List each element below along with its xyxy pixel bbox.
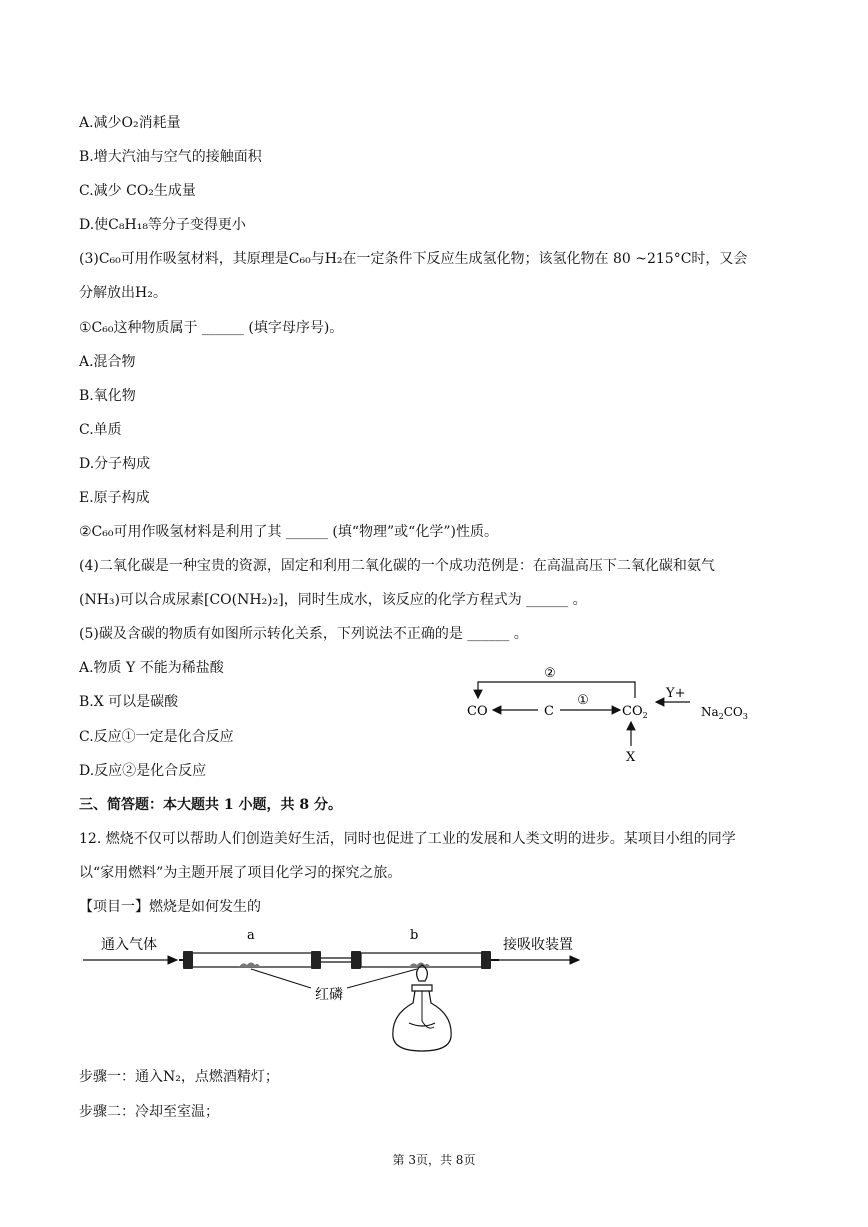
q5-stem: (5)碳及含碳的物质有如图所示转化关系，下列说法不正确的是 ______ 。 xyxy=(79,626,528,642)
q12-line2: 以“家用燃料”为主题开展了项目化学习的探究之旅。 xyxy=(79,865,402,881)
step-1: 步骤一：通入N₂，点燃酒精灯； xyxy=(79,1069,279,1085)
label-co: CO xyxy=(467,704,488,719)
q4-line1: (4)二氧化碳是一种宝贵的资源，固定和利用二氧化碳的一个成功范例是：在高温高压下二氧化碳和氨气 xyxy=(79,558,715,574)
q2-option-d: D.使C₈H₁₈等分子变得更小 xyxy=(79,217,246,233)
q3-stem-line1: (3)C₆₀可用作吸氢材料，其原理是C₆₀与H₂在一定条件下反应生成氢化物；该氢化物在 80 ~215°C时，又会 xyxy=(79,251,748,267)
label-y-plus: Y+ xyxy=(666,686,686,701)
label-gas-in: 通入气体 xyxy=(101,937,157,953)
q3-option-c: C.单质 xyxy=(79,422,122,438)
q3-option-a: A.混合物 xyxy=(79,354,136,370)
q3-sub2: ②C₆₀可用作吸氢材料是利用了其 ______ (填“物理”或“化学”)性质。 xyxy=(79,524,498,540)
page-footer: 第 3页，共 8页 xyxy=(392,1153,476,1167)
q3-option-b: B.氧化物 xyxy=(79,388,136,404)
q2-option-b: B.增大汽油与空气的接触面积 xyxy=(79,149,262,165)
q3-option-e: E.原子构成 xyxy=(79,490,150,506)
label-co2: CO xyxy=(622,704,643,719)
q2-option-a: A.减少O₂消耗量 xyxy=(79,115,181,131)
svg-text:Na2CO3: $Na_2CO_3$ xyxy=(701,705,748,721)
q3-stem-line2: 分解放出H₂。 xyxy=(79,285,167,301)
q12-line1: 12. 燃烧不仅可以帮助人们创造美好生活，同时也促进了工业的发展和人类文明的进步。某项目小组的同学 xyxy=(79,831,736,847)
label-na: Na xyxy=(701,705,719,719)
combustion-apparatus-diagram xyxy=(79,925,599,1060)
red-phosphorus-a xyxy=(239,963,260,968)
label-x: X xyxy=(626,750,636,765)
project-1-heading: 【项目一】燃烧是如何发生的 xyxy=(79,899,261,915)
label-b: b xyxy=(410,928,419,943)
carbon-conversion-diagram xyxy=(460,660,780,770)
svg-text:CO2 xyxy=(622,704,648,720)
label-c: C xyxy=(544,704,554,719)
arrow-2 xyxy=(478,682,635,698)
q4-line2: (NH₃)可以合成尿素[CO(NH₂)₂]，同时生成水，该反应的化学方程式为 ______ 。 xyxy=(79,592,587,608)
label-1: ① xyxy=(577,693,589,708)
label-2: ② xyxy=(544,666,556,681)
q3-option-d: D.分子构成 xyxy=(79,456,151,472)
q5-option-c: C.反应①一定是化合反应 xyxy=(79,729,234,745)
q2-option-c: C.减少 CO₂生成量 xyxy=(79,183,196,199)
step-2: 步骤二：冷却至室温； xyxy=(79,1104,219,1120)
label-red-phosphorus: 红磷 xyxy=(315,987,343,1003)
alcohol-lamp xyxy=(393,965,451,1051)
q5-option-a: A.物质 Y 不能为稀盐酸 xyxy=(79,660,224,676)
label-to-absorber: 接吸收装置 xyxy=(503,937,573,953)
q5-option-d: D.反应②是化合反应 xyxy=(79,763,207,779)
q3-sub1: ①C₆₀这种物质属于 ______ (填字母序号)。 xyxy=(79,320,344,336)
q5-option-b: B.X 可以是碳酸 xyxy=(79,694,179,710)
label-a: a xyxy=(247,928,255,943)
label-co2-sub: 2 xyxy=(642,711,648,720)
section-3-heading: 三、简答题：本大题共 1 小题，共 8 分。 xyxy=(79,797,342,813)
